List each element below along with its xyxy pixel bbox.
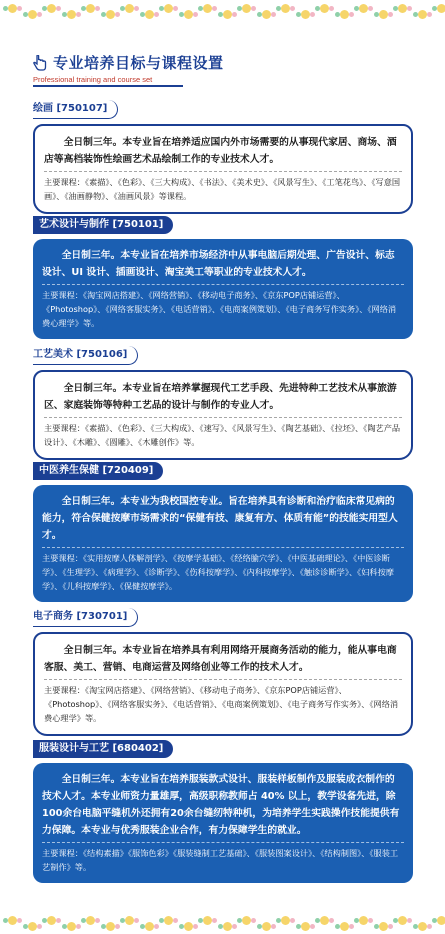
program-box	[33, 239, 413, 339]
flower-decoration	[125, 916, 134, 925]
flower-decoration	[106, 922, 115, 931]
page-subtitle: Professional training and course set	[33, 75, 153, 84]
program-courses: 主要课程：《淘宝网店搭建》、《网络营销》、《移动电子商务》、《京东POP店铺运营》、《Photoshop》、《网络客服实务》、《电话营销》、《电商案例策划》、《电子商务写作实务》、《网络消费心理学》等。	[44, 685, 399, 723]
flower-decoration	[418, 922, 427, 931]
program-box	[33, 124, 413, 214]
flower-decoration	[379, 922, 388, 931]
program-description: 全日制三年。本专业旨在培养掌握现代工艺手段、先进特种工艺技术从事旅游区、家庭装饰等特种工艺品的设计与制作的专业人才。	[44, 383, 397, 411]
divider	[42, 842, 404, 843]
flower-decoration	[340, 922, 349, 931]
flower-decoration	[320, 916, 329, 925]
flower-decoration	[28, 10, 37, 19]
flower-decoration	[47, 4, 56, 13]
flower-decoration	[437, 916, 445, 925]
flower-decoration	[262, 922, 271, 931]
divider	[42, 284, 404, 285]
flower-decoration	[86, 4, 95, 13]
flower-decoration	[359, 4, 368, 13]
program-description: 全日制三年。本专业旨在培养市场经济中从事电脑后期处理、广告设计、标志设计、UI 设计、插画设计、淘宝美工等职业的专业技术人才。	[42, 250, 395, 278]
program-tag: 服装设计与工艺 [680402]	[33, 740, 173, 758]
flower-decoration	[203, 916, 212, 925]
program-courses: 主要课程：《结构素描》《服饰色彩》《服装缝制工艺基础》、《服装图案设计》、《结构制图》、《服装工艺制作》等。	[42, 848, 399, 872]
page-title: 专业培养目标与课程设置	[53, 54, 224, 72]
program-courses: 主要课程：《实用按摩人体解剖学》、《按摩学基础》、《经络腧穴学》、《中医基础理论》、《中医诊断学》、《生理学》、《病理学》、《诊断学》、《伤科按摩学》、《内科按摩学》、《触诊诊断学》、《妇科按摩学》、《儿科按摩学》、《保健按摩学》。	[42, 553, 394, 591]
program-section-ecommerce	[33, 604, 413, 736]
page-header	[33, 52, 224, 87]
program-courses: 主要课程：《素描》、《色彩》、《三大构成》、《书法》、《美术史》、《风景写生》、《工笔花鸟》、《写意国画》、《油画静物》、《油画风景》等课程。	[44, 177, 401, 201]
program-description: 全日制三年。本专业旨在培养具有利用网络开展商务活动的能力，能从事电商客服、美工、营销、电商运营及网络创业等工作的技术人才。	[44, 645, 397, 673]
hand-pointer-icon	[33, 55, 47, 71]
flower-decoration	[379, 10, 388, 19]
flower-decoration	[320, 4, 329, 13]
title-underline	[33, 85, 183, 87]
program-section-art-design	[33, 212, 413, 339]
program-section-fashion-design	[33, 736, 413, 883]
flower-decoration	[184, 10, 193, 19]
flower-decoration	[242, 4, 251, 13]
flower-decoration	[301, 10, 310, 19]
flower-decoration	[418, 10, 427, 19]
bottom-decorative-border	[0, 912, 445, 934]
flower-decoration	[67, 10, 76, 19]
program-box	[33, 370, 413, 460]
program-box	[33, 632, 413, 736]
divider	[44, 171, 402, 172]
flower-decoration	[281, 4, 290, 13]
flower-decoration	[164, 916, 173, 925]
program-tag: 绘画 [750107]	[33, 100, 118, 119]
flower-decoration	[8, 4, 17, 13]
flower-decoration	[164, 4, 173, 13]
program-section-arts-crafts	[33, 342, 413, 460]
flower-decoration	[47, 916, 56, 925]
divider	[42, 547, 404, 548]
divider	[44, 679, 402, 680]
flower-decoration	[145, 10, 154, 19]
flower-decoration	[301, 922, 310, 931]
flower-decoration	[28, 922, 37, 931]
flower-decoration	[203, 4, 212, 13]
flower-decoration	[340, 10, 349, 19]
program-description: 全日制三年。本专业为我校国控专业。旨在培养具有诊断和治疗临床常见病的能力，符合保健按摩市场需求的“保健有技、康复有方、体质有能”的技能实用型人才。	[42, 496, 398, 541]
flower-decoration	[262, 10, 271, 19]
program-section-painting	[33, 96, 413, 214]
flower-decoration	[67, 922, 76, 931]
program-tag: 工艺美术 [750106]	[33, 346, 138, 365]
program-tag: 艺术设计与制作 [750101]	[33, 216, 173, 234]
flower-decoration	[281, 916, 290, 925]
flower-decoration	[223, 922, 232, 931]
program-tag: 电子商务 [730701]	[33, 608, 138, 627]
flower-decoration	[398, 916, 407, 925]
program-section-tcm-health	[33, 458, 413, 602]
divider	[44, 417, 402, 418]
flower-decoration	[8, 916, 17, 925]
flower-decoration	[125, 4, 134, 13]
program-box	[33, 763, 413, 883]
flower-decoration	[223, 10, 232, 19]
flower-decoration	[106, 10, 115, 19]
program-courses: 主要课程：《淘宝网店搭建》、《网络营销》、《移动电子商务》、《京东POP店铺运营》、《Photoshop》、《网络客服实务》、《电话营销》、《电商案例策划》、《电子商务写作实务》、《网络消费心理学》等。	[42, 290, 397, 328]
program-courses: 主要课程：《素描》、《色彩》、《三大构成》、《速写》、《风景写生》、《陶艺基础》、《拉坯》、《陶艺产品设计》、《木雕》、《圆雕》、《木雕创作》等。	[44, 423, 401, 447]
flower-decoration	[398, 4, 407, 13]
flower-decoration	[359, 916, 368, 925]
flower-decoration	[437, 4, 445, 13]
program-description: 全日制三年。本专业旨在培养服装款式设计、服装样板制作及服装成衣制作的技术人才。本专业师资力量雄厚，高级职称教师占 40% 以上，教学设备先进，除100余台电脑平缝机外还拥有20余台缝纫特种机，为培养学生实践操作技能提供有力保障。本专业与优秀服装企业合作，有力保障学生的就业。	[42, 774, 400, 836]
flower-decoration	[86, 916, 95, 925]
flower-decoration	[145, 922, 154, 931]
top-decorative-border	[0, 0, 445, 22]
flower-decoration	[184, 922, 193, 931]
flower-decoration	[242, 916, 251, 925]
program-tag: 中医养生保健 [720409]	[33, 462, 163, 480]
program-box	[33, 485, 413, 602]
program-description: 全日制三年。本专业旨在培养适应国内外市场需要的从事现代家居、商场、酒店等高档装饰性绘画艺术品绘制工作的专业技术人才。	[44, 137, 397, 165]
